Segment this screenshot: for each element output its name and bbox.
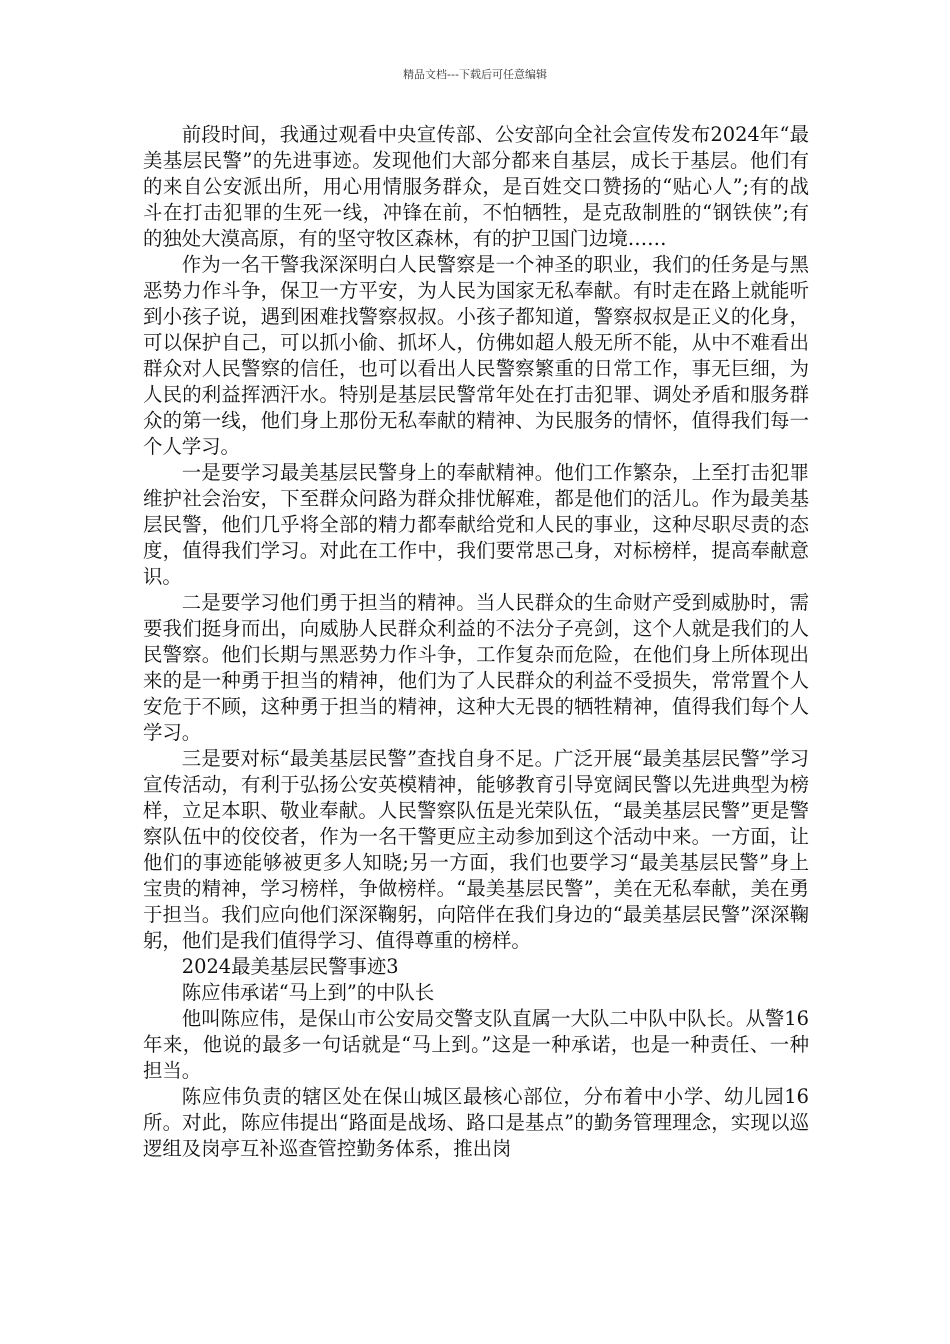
paragraph-chen-intro: 他叫陈应伟，是保山市公安局交警支队直属一大队二中队中队长。从警16年来，他说的最多一句话就是“马上到。”这是一种承诺，也是一种责任、一种担当。 xyxy=(143,1007,809,1082)
paragraph-point-two: 二是要学习他们勇于担当的精神。当人民群众的生命财产受到威胁时，需要我们挺身而出，向威胁人民群众利益的不法分子亮剑，这个人就是我们的人民警察。他们长期与黑恶势力作斗争，工作复杂而危险，在他们身上所体现出来的是一种勇于担当的精神，他们为了人民群众的利益不受损失，常常置个人安危于不顾，这种勇于担当的精神，这种大无畏的牺牲精神，值得我们每个人学习。 xyxy=(143,591,809,744)
paragraph-police-duty: 作为一名干警我深深明白人民警察是一个神圣的职业，我们的任务是与黑恶势力作斗争，保卫一方平安，为人民为国家无私奉献。有时走在路上就能听到小孩子说，遇到困难找警察叔叔。小孩子都知道，警察叔叔是正义的化身，可以保护自己，可以抓小偷、抓坏人，仿佛如超人般无所不能，从中不难看出群众对人民警察的信任，也可以看出人民警察繁重的日常工作，事无巨细，为人民的利益挥洒汗水。特别是基层民警常年处在打击犯罪、调处矛盾和服务群众的第一线，他们身上那份无私奉献的精神、为民服务的情怀，值得我们每一个人学习。 xyxy=(143,253,809,458)
section-heading: 2024最美基层民警事迹3 xyxy=(181,955,399,978)
paragraph-intro: 前段时间，我通过观看中央宣传部、公安部向全社会宣传发布2024年“最美基层民警”的先进事迹。发现他们大部分都来自基层，成长于基层。他们有的来自公安派出所，用心用情服务群众，是百姓交口赞扬的“贴心人”;有的战斗在打击犯罪的生死一线，冲锋在前，不怕牺牲，是克敌制胜的“钢铁侠”;有的独处大漠高原，有的坚守牧区森林，有的护卫国门边境…… xyxy=(143,123,809,250)
section-subheading: 陈应伟承诺“马上到”的中队长 xyxy=(181,981,435,1004)
paragraph-chen-district: 陈应伟负责的辖区处在保山城区最核心部位，分布着中小学、幼儿园16所。对此，陈应伟提出“路面是战场、路口是基点”的勤务管理理念，实现以巡逻组及岗亭互补巡查管控勤务体系，推出岗 xyxy=(143,1085,809,1160)
document-body xyxy=(143,122,809,1162)
page-header: 精品文档---下载后可任意编辑 xyxy=(403,68,547,81)
paragraph-point-one: 一是要学习最美基层民警身上的奉献精神。他们工作繁杂，上至打击犯罪维护社会治安，下至群众问路为群众排忧解难，都是他们的活儿。作为最美基层民警，他们几乎将全部的精力都奉献给党和人民的事业，这种尽职尽责的态度，值得我们学习。对此在工作中，我们要常思己身，对标榜样，提高奉献意识。 xyxy=(143,461,809,588)
paragraph-point-three: 三是要对标“最美基层民警”查找自身不足。广泛开展“最美基层民警”学习宣传活动，有利于弘扬公安英模精神，能够教育引导宽阔民警以先进典型为榜样，立足本职、敬业奉献。人民警察队伍是光荣队伍，“最美基层民警”更是警察队伍中的佼佼者，作为一名干警更应主动参加到这个活动中来。一方面，让他们的事迹能够被更多人知晓;另一方面，我们也要学习“最美基层民警”身上宝贵的精神，学习榜样，争做榜样。“最美基层民警”，美在无私奉献，美在勇于担当。我们应向他们深深鞠躬，向陪伴在我们身边的“最美基层民警”深深鞠躬，他们是我们值得学习、值得尊重的榜样。 xyxy=(143,747,809,952)
